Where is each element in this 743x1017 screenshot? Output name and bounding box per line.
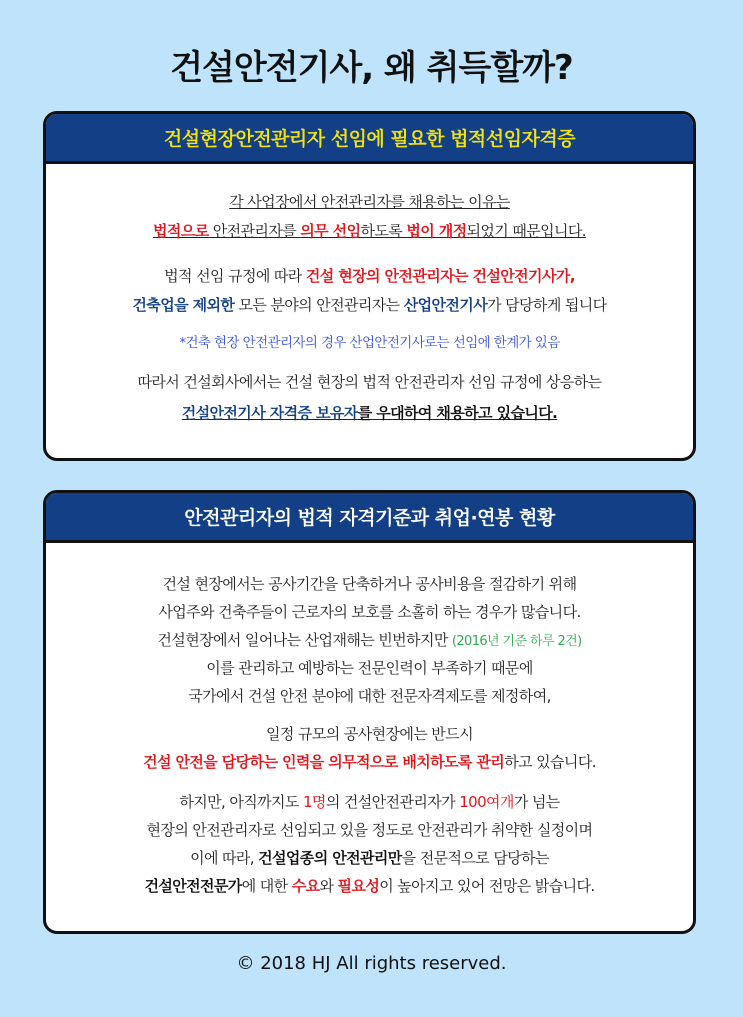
text-span: 필요성 (337, 877, 380, 895)
text-span: 건설 현장의 안전관리자는 건설안전기사가, (305, 267, 575, 285)
text-span: 하지만, 아직까지도 (179, 793, 303, 811)
text-span: 산업안전기사 (403, 296, 488, 314)
text-span: 건설 안전을 담당하는 인력을 의무적으로 배치하도록 관리 (143, 753, 505, 771)
text-line (46, 875, 693, 896)
text-line (46, 402, 693, 423)
text-line: 현장의 안전관리자로 선임되고 있을 정도로 안전관리가 취약한 실정이며 (146, 821, 593, 839)
text-span: 가 넘는 (513, 793, 560, 811)
text-line (46, 265, 693, 286)
text-span: 법이 개정 (406, 222, 467, 240)
text-span: 건설안전기사 자격증 보유자 (181, 404, 358, 422)
text-line: 건설 현장에서는 공사기간을 단축하거나 공사비용을 절감하기 위해 (162, 575, 577, 593)
text-line (46, 371, 693, 392)
card-employment-status (43, 490, 696, 934)
text-span: 건설현장에서 일어나는 산업재해는 빈번하지만 (157, 631, 452, 649)
text-span: 각 사업장에서 안전관리자를 채용하는 이유는 (229, 193, 510, 211)
text-line (46, 191, 693, 212)
text-line: 일정 규모의 공사현장에는 반드시 (266, 725, 473, 743)
text-span: 를 우대하여 채용하고 있습니다. (357, 404, 558, 422)
copyright-footer: © 2018 HJ All rights reserved. (236, 953, 507, 974)
text-line (46, 751, 693, 772)
text-span: 100여개 (459, 793, 514, 811)
text-span: 에 대한 (241, 877, 292, 895)
text-span: 이에 따라, (190, 849, 259, 867)
page-title: 건설안전기사, 왜 취득할까? (170, 48, 573, 88)
text-line: 사업주와 건축주들이 근로자의 보호를 소홀히 하는 경우가 많습니다. (158, 603, 581, 621)
text-span: 건설업종의 안전관리만 (258, 849, 402, 867)
footnote: *건축 현장 안전관리자의 경우 산업안전기사로는 선임에 한계가 있음 (179, 335, 560, 351)
text-span: 수요 (291, 877, 320, 895)
text-span: 을 전문적으로 담당하는 (401, 849, 549, 867)
text-span: 법적으로 (153, 222, 209, 240)
text-span: 법적 선임 규정에 따라 (164, 267, 306, 285)
card-header: 건설현장안전관리자 선임에 필요한 법적선임자격증 (46, 114, 693, 164)
text-line (46, 294, 693, 315)
text-span: 하도록 (360, 222, 407, 240)
text-line: 이를 관리하고 예방하는 전문인력이 부족하기 때문에 (206, 659, 533, 677)
text-line (46, 847, 693, 868)
text-span: 따라서 건설회사에서는 건설 현장의 법적 안전관리자 선임 규정에 상응하는 (137, 373, 602, 391)
text-span: 되었기 때문입니다. (466, 222, 586, 240)
text-line (46, 629, 693, 650)
text-span: 의 건설안전관리자가 (325, 793, 460, 811)
text-line: 국가에서 건설 안전 분야에 대한 전문자격제도를 제정하여, (188, 687, 551, 705)
text-span: 의무 선임 (300, 222, 361, 240)
text-span: 하고 있습니다. (504, 753, 596, 771)
text-span: 안전관리자를 (208, 222, 301, 240)
text-span: (2016년 기준 하루 2건) (451, 634, 582, 649)
text-span: 1명 (302, 793, 326, 811)
card-header: 안전관리자의 법적 자격기준과 취업·연봉 현황 (46, 493, 693, 543)
text-line (46, 791, 693, 812)
text-span: 건설안전전문가 (144, 877, 242, 895)
text-span: 와 (319, 877, 338, 895)
text-span: 모든 분야의 안전관리자는 (234, 296, 404, 314)
text-span: 이 높아지고 있어 전망은 밝습니다. (379, 877, 595, 895)
text-span: 가 담당하게 됩니다 (487, 296, 607, 314)
text-line (46, 220, 693, 241)
card-legal-qualification (43, 111, 696, 461)
text-span: 건축업을 제외한 (132, 296, 235, 314)
